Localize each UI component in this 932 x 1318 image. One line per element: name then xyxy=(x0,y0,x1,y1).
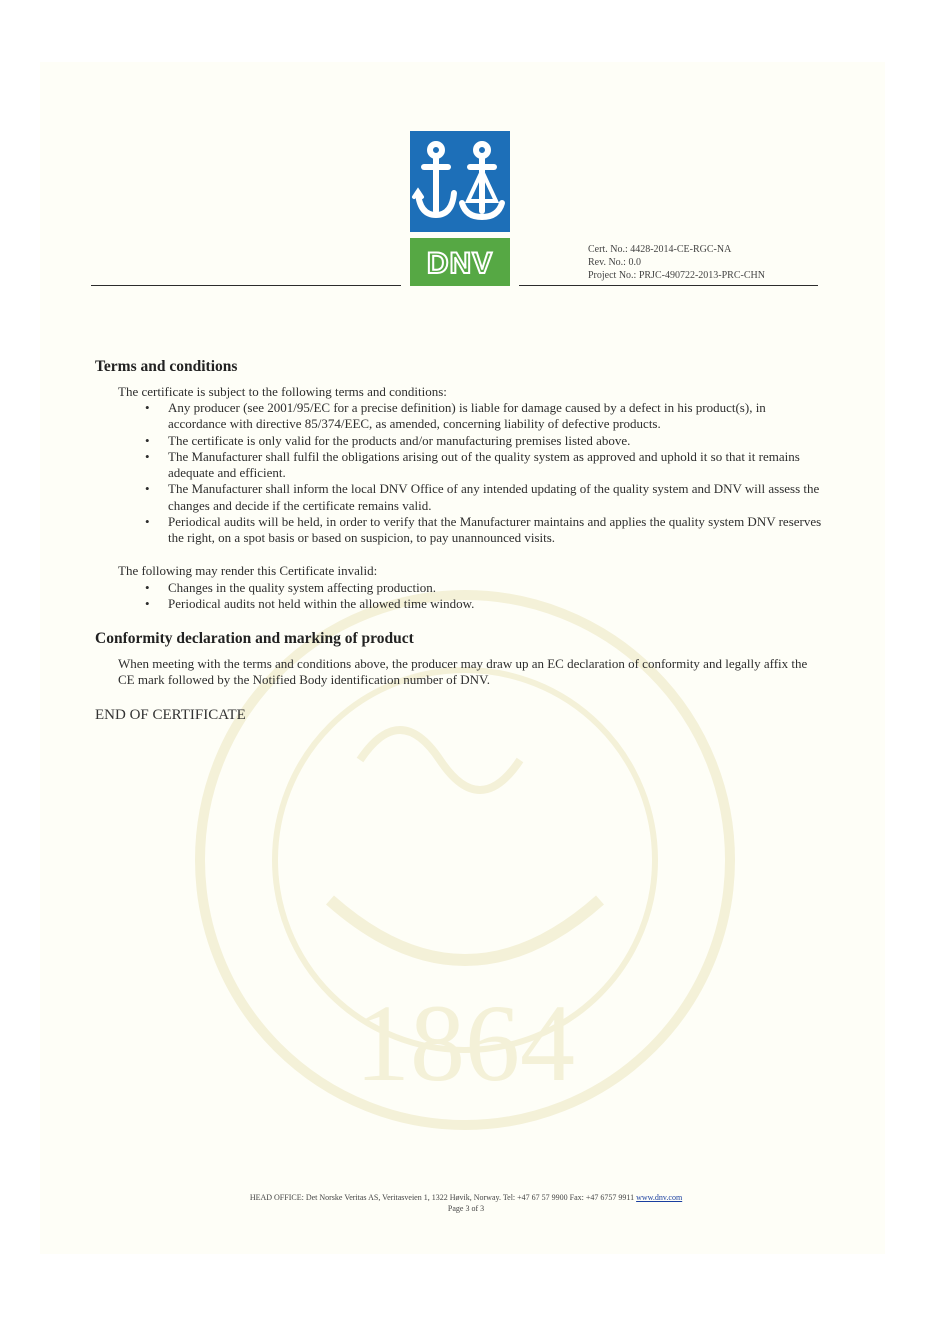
list-item: • The certificate is only valid for the products and/or manufacturing premises listed above. xyxy=(145,432,631,448)
header-rule-left xyxy=(91,285,401,286)
terms-list xyxy=(145,400,825,547)
dnv-logo xyxy=(410,131,510,286)
conformity-text: When meeting with the terms and conditions above, the producer may draw up an EC declaration of conformity and legally affix the CE mark followed by the Notified Body identification number of DNV. xyxy=(118,656,808,688)
revision-number: Rev. No.: 0.0 xyxy=(588,257,641,268)
list-item: • The Manufacturer shall fulfil the obligations arising out of the quality system as approved and uphold it so that it remains adequate and efficient. xyxy=(145,448,800,481)
dnv-logo-text: DNV xyxy=(426,247,494,280)
head-office-text: HEAD OFFICE: Det Norske Veritas AS, Veritasveien 1, 1322 Høvik, Norway. Tel: +47 67 57 9900 Fax: +47 6757 9911 xyxy=(249,1193,635,1202)
list-item: • The Manufacturer shall inform the local DNV Office of any intended updating of the quality system and DNV will assess the changes and decide if the certificate remains valid. xyxy=(145,481,820,513)
list-item: • Any producer (see 2001/95/EC for a precise definition) is liable for damage caused by a defect in his product(s), in accordance with directive 85/374/EEC, as amended, concerning liability of defective products. xyxy=(145,400,766,432)
list-item: • Changes in the quality system affecting production. xyxy=(145,580,437,595)
watermark-year: 1864 xyxy=(355,982,575,1104)
conformity-heading: Conformity declaration and marking of product xyxy=(95,630,414,647)
end-of-certificate: END OF CERTIFICATE xyxy=(95,707,246,723)
dnv-wordmark xyxy=(410,238,510,286)
footer xyxy=(0,1193,932,1214)
terms-intro: The certificate is subject to the following terms and conditions: xyxy=(118,384,447,399)
terms-heading: Terms and conditions xyxy=(95,358,238,375)
anchor-icon xyxy=(410,131,510,232)
anchor-scales-emblem xyxy=(410,131,510,232)
list-item: • Periodical audits not held within the allowed time window. xyxy=(145,596,475,612)
page-number: Page 3 of 3 xyxy=(447,1203,485,1213)
list-item: • Periodical audits will be held, in order to verify that the Manufacturer maintains and applies the quality system DNV reserves the right, on a spot basis or based on suspicion, to pay unannounced visits. xyxy=(145,514,822,546)
cert-number: Cert. No.: 4428-2014-CE-RGC-NA xyxy=(588,244,732,255)
certificate-info xyxy=(588,243,765,282)
invalid-intro: The following may render this Certificate invalid: xyxy=(118,563,378,578)
invalid-list xyxy=(145,580,825,613)
project-number: Project No.: PRJC-490722-2013-PRC-CHN xyxy=(588,270,765,281)
header-rule-right xyxy=(519,285,818,286)
website-link[interactable]: www.dnv.com xyxy=(636,1193,683,1202)
